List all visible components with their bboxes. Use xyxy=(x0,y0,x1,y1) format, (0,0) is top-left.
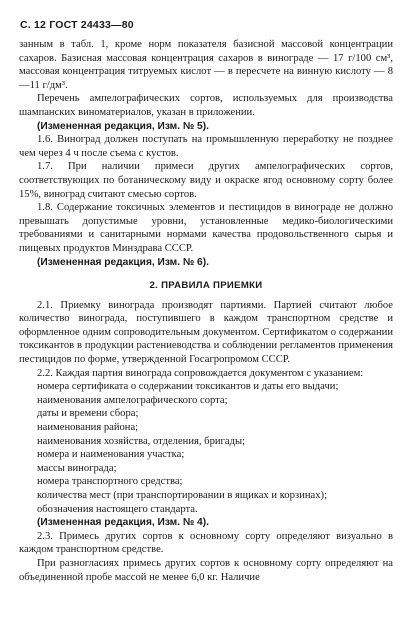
amendment-note-5: (Измененная редакция, Изм. № 5). xyxy=(37,120,209,132)
paragraph-varieties: Перечень ампелографических сортов, используемых для производства шампанских виноматериалов, указан в приложении. xyxy=(19,93,393,118)
paragraph-1-8: 1.8. Содержание токсичных элементов и пестицидов в винограде не должно превышать допустимые уровни, установленные медико-биологическими требованиями и санитарными нормами качества продовольственного сырья и пищевых продуктов Минздрава СССР. xyxy=(19,202,393,254)
list-item: обозначения настоящего стандарта. xyxy=(37,503,198,515)
list-item: количества мест (при транспортировании в ящиках и корзинах); xyxy=(37,490,328,501)
paragraph-continuation: занным в табл. 1, кроме норм показателя базисной массовой концентрации сахаров. Базисная массовая концентрация сахаров в винограде — 17 г/100 см³, массовая концентрация титруемых кислот — в пересчете на винную кислоту — 8—11 г/дм³. xyxy=(19,39,393,91)
list-item: наименования района; xyxy=(37,422,139,434)
list-item: номера и наименования участка; xyxy=(37,449,185,461)
paragraph-2-1: 2.1. Приемку винограда производят партиями. Партией считают любое количество винограда, поступившего в каждом транспортном средстве и оформленное одним сопроводительным документом. Сертификатом о содержании токсикантов в продукции растениеводства и соблюдении регламентов применения пестицидов по форме, утвержденной Госагропромом СССР. xyxy=(19,299,393,366)
paragraph-1-7: 1.7. При наличии примеси других ампелографических сортов, соответствующих по ботаническому виду и окраске ягод основному сорту более 15%, виноград считают смесью сортов. xyxy=(19,161,393,200)
list-item: даты и времени сбора; xyxy=(37,408,139,420)
paragraph-disputes: При разногласиях примесь других сортов к основному сорту определяют на объединенной пробе массой не менее 6,0 кг. Наличие xyxy=(19,557,393,583)
section-heading: 2. ПРАВИЛА ПРИЕМКИ xyxy=(149,280,263,292)
list-item: номера сертификата о содержании токсикантов и даты его выдачи; xyxy=(37,381,339,393)
list-item: массы винограда; xyxy=(37,462,117,474)
amendment-note-6: (Измененная редакция, Изм. № 6). xyxy=(37,256,209,268)
list-item: наименования хозяйства, отделения, бригады; xyxy=(37,435,246,447)
paragraph-1-6: 1.6. Виноград должен поступать на промышленную переработку не позднее чем через 4 ч после съема с кустов. xyxy=(19,134,393,159)
page-header: С. 12 ГОСТ 24433—80 xyxy=(20,19,134,31)
amendment-note-4: (Измененная редакция, Изм. № 4). xyxy=(37,517,209,529)
list-item: номера транспортного средства; xyxy=(37,476,183,488)
paragraph-2-2: 2.2. Каждая партия винограда сопровождается документом с указанием: xyxy=(37,367,364,379)
list-item: наименования ампелографического сорта; xyxy=(37,394,228,406)
document-body xyxy=(19,38,393,584)
paragraph-2-3: 2.3. Примесь других сортов к основному сорту определяют визуально в каждом транспортном средстве. xyxy=(19,530,393,556)
